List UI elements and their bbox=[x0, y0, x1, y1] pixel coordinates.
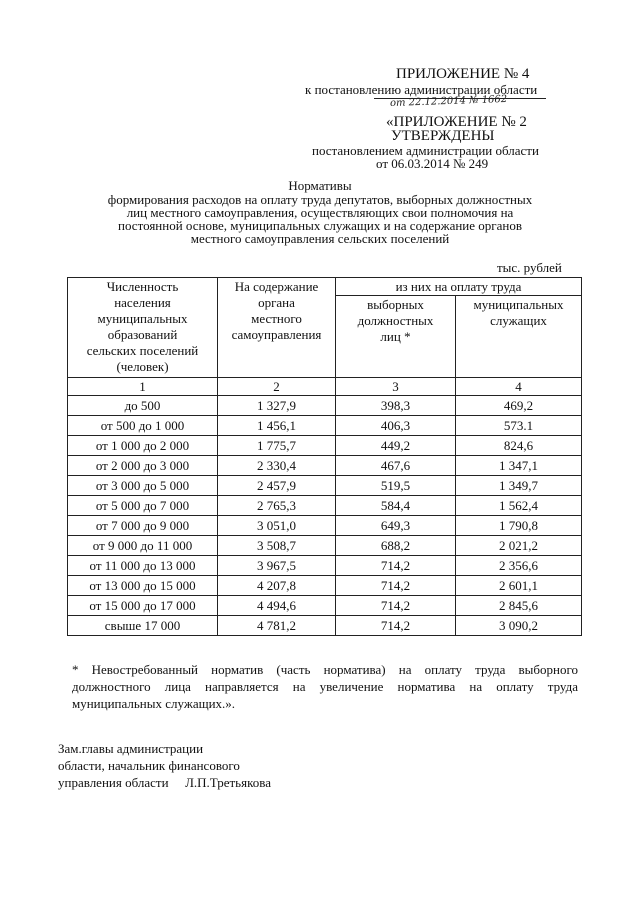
row-municipal: 2 845,6 bbox=[456, 596, 582, 616]
row-elected: 519,5 bbox=[336, 476, 456, 496]
row-population: от 9 000 до 11 000 bbox=[68, 536, 218, 556]
row-municipal: 1 790,8 bbox=[456, 516, 582, 536]
table-row bbox=[68, 596, 582, 616]
approval-annex: «ПРИЛОЖЕНИЕ № 2 bbox=[386, 114, 527, 130]
signature-name: Л.П.Третьякова bbox=[185, 775, 271, 790]
header-maintenance: На содержание органа местного самоуправления bbox=[218, 278, 336, 378]
table-row bbox=[68, 436, 582, 456]
row-maintenance: 3 967,5 bbox=[218, 556, 336, 576]
heading-line-3: постоянной основе, муниципальных служащих и на содержание органов bbox=[118, 218, 522, 233]
heading-title: Нормативы bbox=[288, 178, 352, 193]
row-population: от 13 000 до 15 000 bbox=[68, 576, 218, 596]
table-row bbox=[68, 396, 582, 416]
column-number: 4 bbox=[456, 378, 582, 396]
row-elected: 406,3 bbox=[336, 416, 456, 436]
row-elected: 467,6 bbox=[336, 456, 456, 476]
table-row bbox=[68, 496, 582, 516]
approval-stamp: УТВЕРЖДЕНЫ bbox=[391, 128, 495, 144]
row-maintenance: 2 457,9 bbox=[218, 476, 336, 496]
row-population: от 500 до 1 000 bbox=[68, 416, 218, 436]
heading-line-1: формирования расходов на оплату труда депутатов, выборных должностных bbox=[107, 192, 533, 207]
row-elected: 714,2 bbox=[336, 616, 456, 636]
signature-position: управления области bbox=[58, 775, 169, 790]
approval-by: постановлением администрации области bbox=[312, 143, 539, 158]
row-municipal: 2 601,1 bbox=[456, 576, 582, 596]
date-underline bbox=[374, 98, 546, 99]
table-row bbox=[68, 616, 582, 636]
unit-label: тыс. рублей bbox=[497, 260, 562, 275]
signature-line-2: области, начальник финансового bbox=[58, 758, 240, 773]
row-maintenance: 2 765,3 bbox=[218, 496, 336, 516]
signature-line-1: Зам.главы администрации bbox=[58, 741, 204, 756]
table-row bbox=[68, 516, 582, 536]
row-maintenance: 1 327,9 bbox=[218, 396, 336, 416]
appendix-subtitle: к постановлению администрации области bbox=[305, 82, 538, 97]
header-elected-officials: выборных должностных лиц * bbox=[336, 296, 456, 378]
row-municipal: 1 347,1 bbox=[456, 456, 582, 476]
row-municipal: 1 349,7 bbox=[456, 476, 582, 496]
row-elected: 398,3 bbox=[336, 396, 456, 416]
row-elected: 584,4 bbox=[336, 496, 456, 516]
table-row bbox=[68, 576, 582, 596]
row-municipal: 1 562,4 bbox=[456, 496, 582, 516]
signature-line-3 bbox=[58, 774, 271, 791]
column-number: 3 bbox=[336, 378, 456, 396]
table-row bbox=[68, 536, 582, 556]
row-elected: 649,3 bbox=[336, 516, 456, 536]
row-elected: 688,2 bbox=[336, 536, 456, 556]
row-population: от 3 000 до 5 000 bbox=[68, 476, 218, 496]
row-maintenance: 4 207,8 bbox=[218, 576, 336, 596]
norms-table bbox=[67, 277, 582, 636]
row-maintenance: 3 508,7 bbox=[218, 536, 336, 556]
header-population: Численность населения муниципальных образований сельских поселений (человек) bbox=[68, 278, 218, 378]
row-population: свыше 17 000 bbox=[68, 616, 218, 636]
row-municipal: 573.1 bbox=[456, 416, 582, 436]
row-population: до 500 bbox=[68, 396, 218, 416]
table-row bbox=[68, 476, 582, 496]
table-row bbox=[68, 556, 582, 576]
row-municipal: 2 021,2 bbox=[456, 536, 582, 556]
table-row bbox=[68, 416, 582, 436]
row-population: от 7 000 до 9 000 bbox=[68, 516, 218, 536]
row-elected: 714,2 bbox=[336, 596, 456, 616]
row-population: от 15 000 до 17 000 bbox=[68, 596, 218, 616]
row-maintenance: 4 494,6 bbox=[218, 596, 336, 616]
column-number: 1 bbox=[68, 378, 218, 396]
column-number: 2 bbox=[218, 378, 336, 396]
header-salary-group: из них на оплату труда bbox=[336, 278, 582, 296]
row-maintenance: 1 456,1 bbox=[218, 416, 336, 436]
header-municipal-employees: муниципальных служащих bbox=[456, 296, 582, 378]
row-elected: 449,2 bbox=[336, 436, 456, 456]
row-maintenance: 2 330,4 bbox=[218, 456, 336, 476]
row-population: от 1 000 до 2 000 bbox=[68, 436, 218, 456]
row-population: от 11 000 до 13 000 bbox=[68, 556, 218, 576]
row-municipal: 3 090,2 bbox=[456, 616, 582, 636]
heading-line-4: местного самоуправления сельских поселений bbox=[190, 231, 450, 246]
heading-line-2: лиц местного самоуправления, осуществляющих свои полномочия на bbox=[126, 205, 514, 220]
header-column-numbers bbox=[68, 378, 582, 396]
row-maintenance: 3 051,0 bbox=[218, 516, 336, 536]
row-maintenance: 1 775,7 bbox=[218, 436, 336, 456]
row-population: от 5 000 до 7 000 bbox=[68, 496, 218, 516]
row-municipal: 2 356,6 bbox=[456, 556, 582, 576]
footnote: * Невостребованный норматив (часть норматива) на оплату труда выборного должностного лица направляется на увеличение норматива на оплату труда муниципальных служащих.». bbox=[72, 662, 578, 711]
row-population: от 2 000 до 3 000 bbox=[68, 456, 218, 476]
table-row bbox=[68, 456, 582, 476]
approval-date: от 06.03.2014 № 249 bbox=[376, 156, 489, 171]
row-elected: 714,2 bbox=[336, 576, 456, 596]
row-elected: 714,2 bbox=[336, 556, 456, 576]
row-maintenance: 4 781,2 bbox=[218, 616, 336, 636]
handwritten-date: от 22.12.2014 № 1662 bbox=[389, 93, 508, 110]
row-municipal: 824,6 bbox=[456, 436, 582, 456]
row-municipal: 469,2 bbox=[456, 396, 582, 416]
appendix-title: ПРИЛОЖЕНИЕ № 4 bbox=[396, 66, 530, 82]
